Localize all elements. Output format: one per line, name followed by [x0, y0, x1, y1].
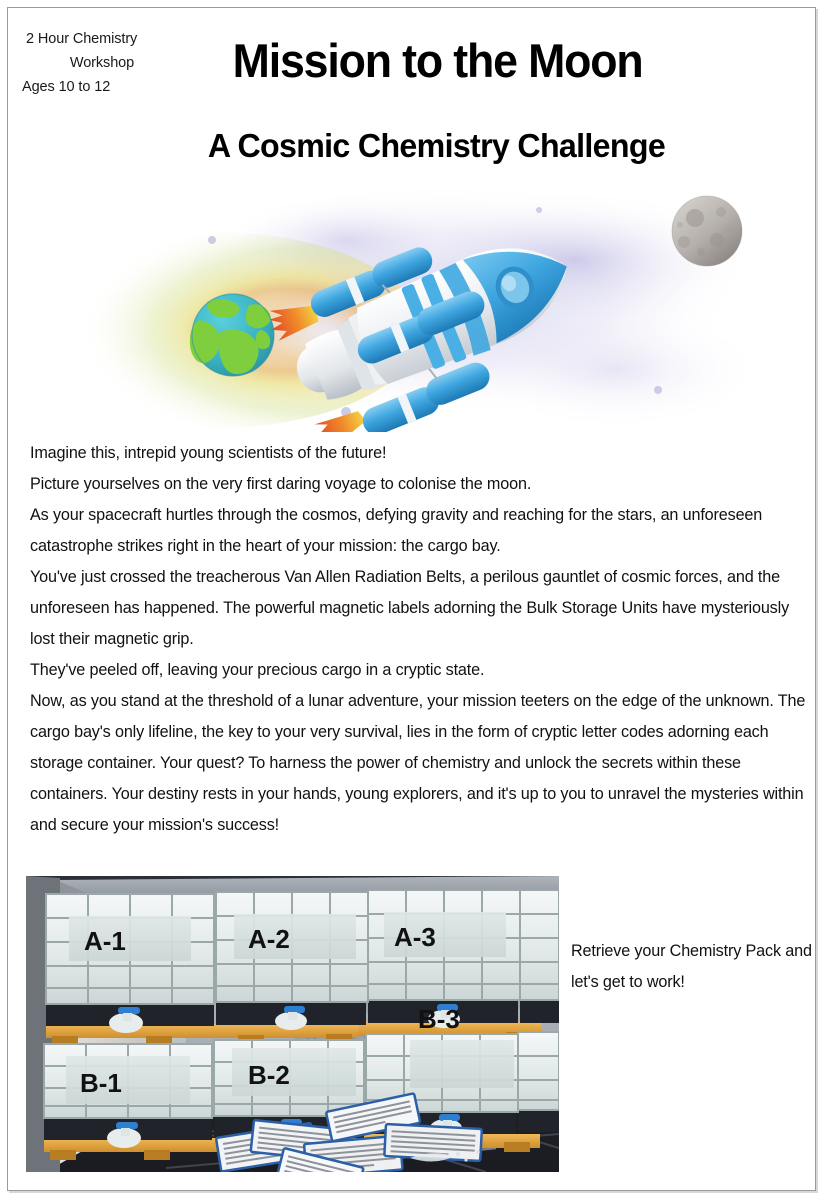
- container-label-a2: A-2: [248, 924, 290, 954]
- container-label-b2: B-2: [248, 1060, 290, 1090]
- workshop-age-range-label: Ages 10 to 12: [22, 79, 111, 95]
- workshop-type-label: Workshop: [69, 55, 135, 71]
- body-paragraph: As your spacecraft hurtles through the cosmos, defying gravity and reaching for the stars, an unforeseen catastrophe strikes right in the heart of your mission: the cargo bay.: [30, 506, 763, 555]
- container-label-b1: B-1: [80, 1068, 122, 1098]
- storage-unit-row-a: [46, 890, 559, 1045]
- page-subtitle: A Cosmic Chemistry Challenge: [207, 128, 666, 165]
- container-label-a3: A-3: [394, 922, 436, 952]
- body-paragraph: You've just crossed the treacherous Van Allen Radiation Belts, a perilous gauntlet of cosmic forces, and the unforeseen has happened. The powerful magnetic labels adorning the Bulk Storage Units have mysteriously lost their magnetic grip.: [30, 568, 790, 648]
- workshop-duration-label: 2 Hour Chemistry: [26, 31, 138, 47]
- container-label-a1: A-1: [84, 926, 126, 956]
- moon-icon: [672, 196, 742, 266]
- chemistry-pack-instruction: Retrieve your Chemistry Pack and let's get to work!: [571, 942, 812, 991]
- body-paragraph: Now, as you stand at the threshold of a lunar adventure, your mission teeters on the edge of the unknown. The cargo bay's only lifeline, the key to your very survival, lies in the form of cryptic letter codes adorning each storage container. Your quest? To harness the power of chemistry and unlock the secrets within these containers. Your destiny rests in your hands, young explorers, and it's up to you to unravel the mysteries within and secure your mission's success!: [30, 692, 806, 834]
- body-paragraph: Picture yourselves on the very first daring voyage to colonise the moon.: [30, 475, 532, 493]
- cargo-bay-photo: [26, 876, 559, 1172]
- rocket-earth-moon-illustration: [16, 180, 828, 432]
- container-label-b3: B-3: [418, 1004, 460, 1034]
- page-title: Mission to the Moon: [232, 34, 643, 87]
- storage-unit-partial: [520, 890, 559, 1000]
- document-page: [7, 7, 816, 1191]
- body-paragraph: They've peeled off, leaving your precious cargo in a cryptic state.: [30, 661, 485, 679]
- storage-unit-partial-b: [518, 1032, 559, 1110]
- body-copy: [30, 438, 812, 841]
- body-paragraph: Imagine this, intrepid young scientists of the future!: [30, 444, 387, 462]
